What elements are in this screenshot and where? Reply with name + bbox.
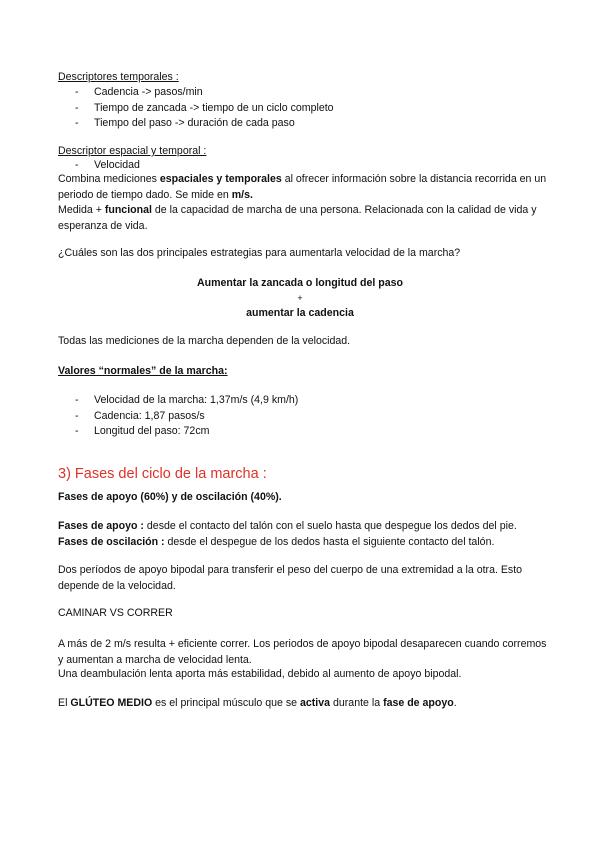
list-item: - Velocidad de la marcha: 1,37m/s (4,9 km/h) xyxy=(75,394,299,406)
phases-definitions: Fases de apoyo : desde el contacto del talón con el suelo hasta que despegue los dedos del pie. Fases de oscilación : desde el despegue de los dedos hasta el siguiente contacto del talón. xyxy=(58,520,517,548)
temporal-descriptors-list xyxy=(75,85,334,132)
list-item: - Longitud del paso: 72cm xyxy=(75,425,210,437)
bipodal-text: Dos períodos de apoyo bipodal para transferir el peso del cuerpo de una extremidad a la otra. Esto depende de la velocidad. xyxy=(58,564,523,592)
all-depend-text: Todas las mediciones de la marcha dependen de la velocidad. xyxy=(58,335,351,347)
question-text: ¿Cuáles son las dos principales estrategias para aumentarla velocidad de la marcha? xyxy=(58,247,461,259)
list-item: - Tiempo de zancada -> tiempo de un ciclo completo xyxy=(75,101,334,114)
spatial-paragraph-1: Combina mediciones espaciales y temporales al ofrecer información sobre la distancia recorrida en un periodo de tiempo dado. Se mide en m/s. xyxy=(58,173,547,201)
run-paragraph-2: Una deambulación lenta aporta más estabilidad, debido al aumento de apoyo bipodal. xyxy=(58,668,462,680)
strategies-block: Aumentar la zancada o longitud del paso + aumentar la cadencia xyxy=(196,277,404,319)
list-item: - Cadencia: 1,87 pasos/s xyxy=(75,409,205,422)
gluteus-paragraph: El GLÚTEO MEDIO es el principal músculo que se activa durante la fase de apoyo. xyxy=(58,697,457,709)
walk-vs-run-title: CAMINAR VS CORRER xyxy=(58,607,173,619)
temporal-descriptors-title: Descriptores temporales : xyxy=(58,71,179,83)
list-item: - Cadencia -> pasos/min xyxy=(75,86,203,98)
list-item: - Velocidad xyxy=(75,159,140,171)
spatial-descriptor-title: Descriptor espacial y temporal : xyxy=(58,145,207,157)
normal-values-list xyxy=(75,393,298,440)
section-3-heading: 3) Fases del ciclo de la marcha : xyxy=(58,466,267,482)
spatial-paragraph-2: Medida + funcional de la capacidad de marcha de una persona. Relacionada con la calidad de vida y esperanza de vida. xyxy=(58,204,537,232)
run-paragraph-1: A más de 2 m/s resulta + eficiente correr. Los periodos de apoyo bipodal desaparecen cuando corremos y aumentan a marcha de velocidad lenta. xyxy=(58,638,547,666)
normal-values-title: Valores “normales” de la marcha: xyxy=(58,365,228,377)
list-item: - Tiempo del paso -> duración de cada paso xyxy=(75,117,295,129)
phases-summary: Fases de apoyo (60%) y de oscilación (40%). xyxy=(58,491,282,503)
